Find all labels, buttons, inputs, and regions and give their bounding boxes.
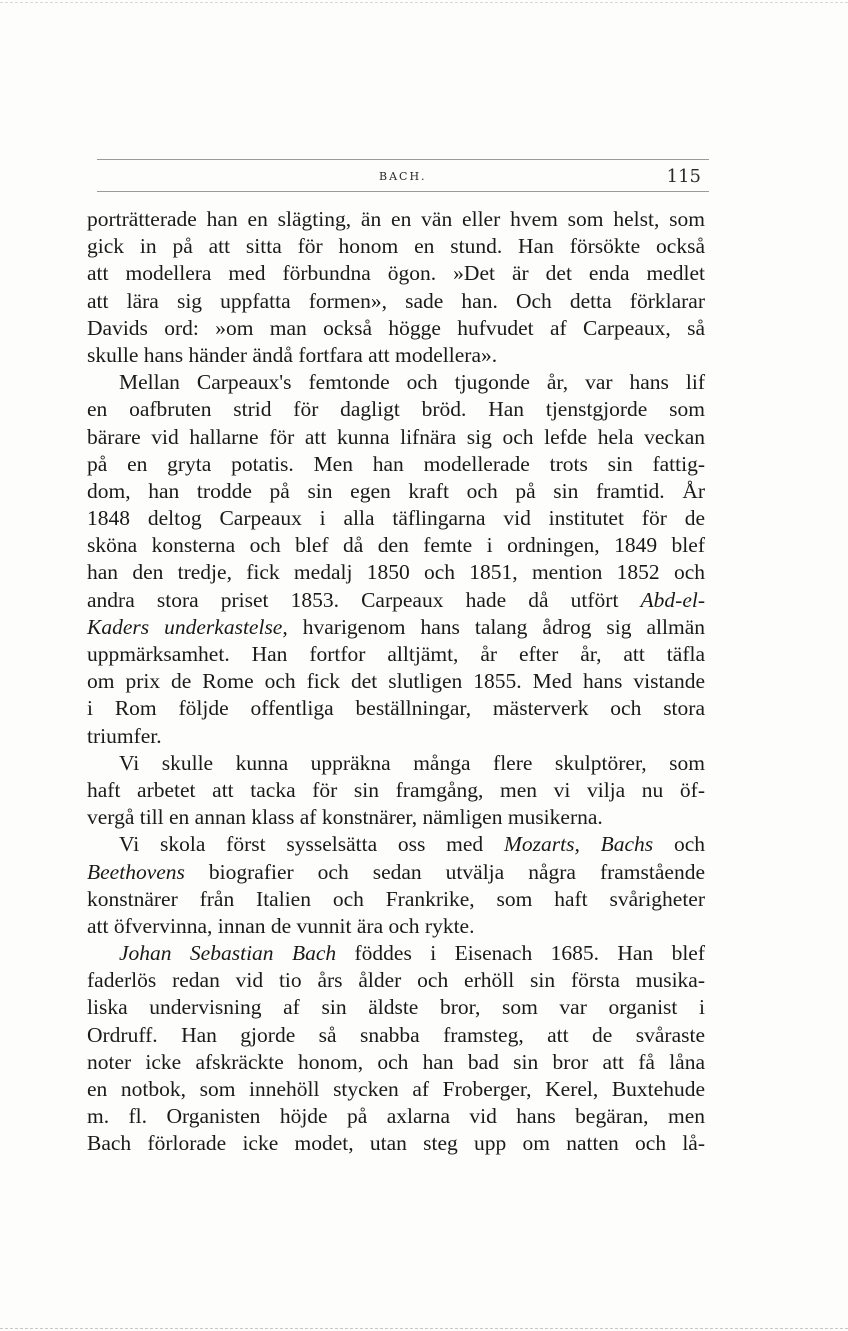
text-line: att lära sig uppfatta formen», sade han. Och detta förklarar (87, 288, 705, 313)
italic-title: Kaders underkastelse, (87, 614, 288, 639)
text-line: Johan Sebastian Bach föddes i Eisenach 1685. Han blef (119, 941, 706, 966)
text-line: på en gryta potatis. Men han modellerade trots sin fattig- (87, 451, 705, 476)
text-line: Beethovens biografier och sedan utvälja några framstående (87, 859, 705, 884)
header-top-rule (97, 159, 709, 160)
text-line: bärare vid hallarne för att kunna lifnära sig och lefde hela veckan (87, 424, 705, 449)
text-line: porträtterade han en slägting, än en vän eller hvem som helst, som (87, 207, 705, 231)
running-title: BACH. (379, 170, 427, 183)
italic-name: Bachs (600, 832, 654, 857)
text-line: triumfer. (87, 723, 162, 748)
text-line: Ordruff. Han gjorde så snabba framsteg, att de svåraste (87, 1022, 705, 1047)
text-line: vergå till en annan klass af konstnärer, nämligen musikerna. (87, 805, 603, 830)
body-text (87, 206, 705, 1158)
text-line: 1848 deltog Carpeaux i alla täflingarna vid institutet för de (87, 506, 705, 531)
page-number: 115 (666, 166, 701, 187)
text-line: dom, han trodde på sin egen kraft och på sin framtid. År (87, 478, 705, 503)
text-line: uppmärksamhet. Han fortfor alltjämt, år efter år, att täfla (87, 642, 705, 666)
text-line: en notbok, som innehöll stycken af Froberger, Kerel, Buxtehude (87, 1077, 705, 1101)
text-line: att öfvervinna, innan de vunnit ära och rykte. (87, 913, 475, 938)
italic-name: Beethovens (87, 859, 185, 884)
text-line: att modellera med förbundna ögon. »Det är det enda medlet (87, 261, 705, 286)
text-line: Vi skulle kunna uppräkna många flere skulptörer, som (119, 750, 705, 775)
text-line: i Rom följde offentliga beställningar, mästerverk och stora (87, 696, 705, 721)
running-head (97, 168, 709, 188)
text-line: haft arbetet att tacka för sin framgång, men vi vilja nu öf- (87, 777, 705, 802)
text-line: han den tredje, fick medalj 1850 och 1851, mention 1852 och (87, 560, 705, 585)
text-line: Kaders underkastelse, hvarigenom hans talang ådrog sig allmän (87, 614, 705, 639)
italic-name: Mozarts, (503, 832, 580, 857)
text-line: gick in på att sitta för honom en stund. Han försökte också (87, 234, 705, 259)
italic-title: Abd-el- (640, 587, 705, 612)
text-line: Mellan Carpeaux's femtonde och tjugonde år, var hans lif (119, 370, 705, 395)
text-line: faderlös redan vid tio års ålder och erhöll sin första musika- (87, 968, 705, 993)
text-line: Bach förlorade icke modet, utan steg upp om natten och lå- (87, 1131, 705, 1156)
text-line: liska undervisning af sin äldste bror, som var organist i (87, 995, 705, 1020)
text-line: sköna konsterna och blef då den femte i ordningen, 1849 blef (87, 533, 705, 558)
scan-bottom-line (0, 1328, 848, 1329)
text-line: andra stora priset 1853. Carpeaux hade då utfört Abd-el- (87, 587, 705, 612)
text-line: m. fl. Organisten höjde på axlarna vid hans begäran, men (87, 1104, 705, 1129)
text-line: om prix de Rome och fick det slutligen 1855. Med hans vistande (87, 669, 705, 694)
header-bottom-rule (97, 191, 709, 192)
scan-edge-line (0, 2, 848, 3)
text-line: Davids ord: »om man också högge hufvudet af Carpeaux, så (87, 315, 705, 340)
text-line: en oafbruten strid för dagligt bröd. Han tjenstgjorde som (87, 397, 705, 422)
text-line: noter icke afskräckte honom, och han bad sin bror att få låna (87, 1049, 705, 1074)
text-line: Vi skola först sysselsätta oss med Mozarts, Bachs och (119, 832, 705, 857)
text-line: konstnärer från Italien och Frankrike, som haft svårigheter (87, 886, 705, 911)
italic-name: Johan Sebastian Bach (119, 941, 337, 966)
text-line: skulle hans händer ändå fortfara att modellera». (87, 342, 498, 367)
